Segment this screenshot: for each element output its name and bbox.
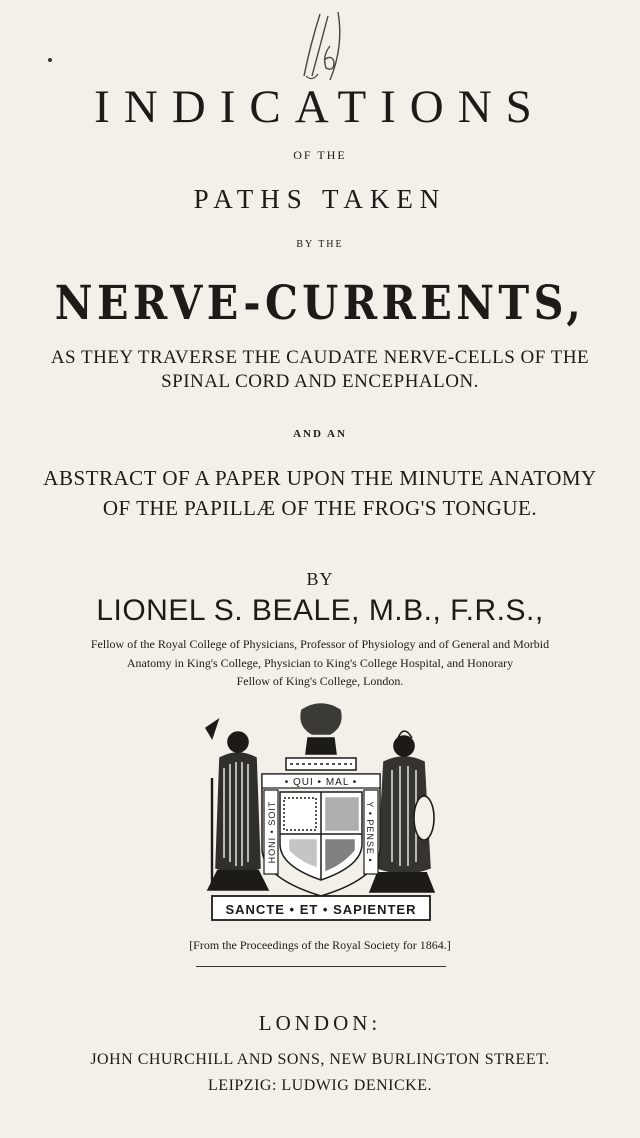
title-line-traverse: AS THEY TRAVERSE THE CAUDATE NERVE-CELLS OF THE: [50, 347, 590, 368]
title-line-indications: INDICATIONS: [94, 81, 546, 133]
author-credentials-1: Fellow of the Royal College of Physicians, Professor of Physiology and of General and Morbid: [90, 637, 550, 651]
author-credentials-3: Fellow of King's College, London.: [236, 674, 404, 688]
subtitle-connector: AND AN: [293, 428, 347, 440]
college-seal-emblem: [198, 698, 444, 928]
banner-right-text: Y • PENSE •: [365, 801, 375, 863]
author-name: LIONEL S. BEALE, M.B., F.R.S.,: [96, 594, 544, 627]
ink-dot: [48, 58, 52, 62]
title-line-nerve-currents: NERVE-CURRENTS,: [54, 276, 586, 331]
imprint-publisher-1: JOHN CHURCHILL AND SONS, NEW BURLINGTON STREET.: [90, 1051, 550, 1068]
motto-text: SANCTE • ET • SAPIENTER: [225, 902, 417, 917]
imprint-publisher-2: LEIPZIG: LUDWIG DENICKE.: [208, 1077, 432, 1094]
subtitle-line-1: ABSTRACT OF A PAPER UPON THE MINUTE ANATOMY: [43, 466, 597, 490]
banner-left-text: HONI • SOIT: [267, 800, 277, 864]
banner-top-text: • QUI • MAL •: [284, 777, 358, 788]
crest-icon: [286, 704, 356, 770]
title-line-spinal-cord: SPINAL CORD AND ENCEPHALON.: [161, 371, 479, 392]
author-credentials-2: Anatomy in King's College, Physician to King's College Hospital, and Honorary: [126, 656, 514, 670]
title-line-paths-taken: PATHS TAKEN: [193, 184, 447, 214]
byline-by: BY: [306, 569, 334, 589]
subtitle-line-2: OF THE PAPILLÆ OF THE FROG'S TONGUE.: [102, 496, 538, 520]
shield-icon: [262, 774, 380, 896]
divider-rule: [196, 966, 446, 967]
title-line-of-the: OF THE: [293, 148, 347, 162]
title-line-by-the: BY THE: [296, 239, 344, 250]
source-note: [From the Proceedings of the Royal Society for 1864.]: [189, 938, 451, 952]
left-figure-icon: [206, 720, 268, 890]
imprint-city: LONDON:: [258, 1011, 382, 1035]
handwritten-shelfmark: [300, 6, 348, 88]
